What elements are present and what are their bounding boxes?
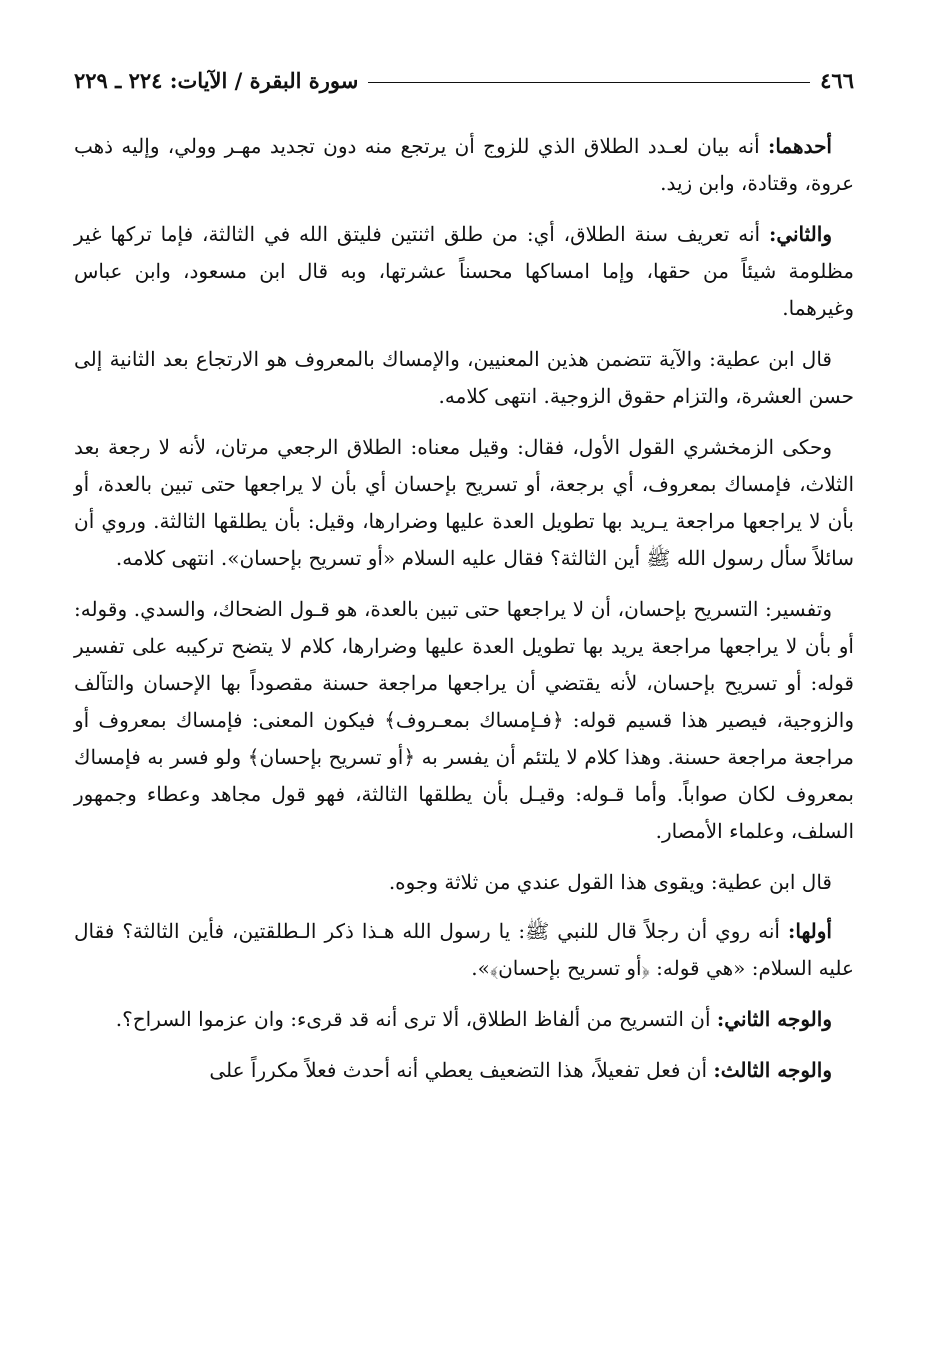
paragraph-text: قال ابن عطية: والآية تتضمن هذين المعنيين، والإمساك بالمعروف هو الارتجاع بعد الثانية إلى حسن العشرة، والتزام حقوق الزوجية. انتهى كلامه. <box>74 347 854 408</box>
paragraph-text: وحكى الزمخشري القول الأول، فقال: وقيل معناه: الطلاق الرجعي مرتان، لأنه لا رجعة بعد الثلاث، فإمساك بمعروف، أي برجعة، أو تسريح بإحسان أي بأن لا يراجعها حتى تبين بالعدة، أو بأن لا يراجعها مراجعة يـريد بها تطويل العدة عليها وضرارها، وقيل: بأن يطلقها الثالثة. وروي أن سائلاً سأل رسول الله ﷺ أين الثالثة؟ فقال عليه السلام «أو تسريح بإحسان». انتهى كلامه. <box>74 435 854 570</box>
page-body <box>74 128 854 1089</box>
paragraph <box>74 128 854 202</box>
book-page <box>74 62 854 1103</box>
paragraph-lead: والثاني: <box>768 222 832 246</box>
page-number: ٤٦٦ <box>820 67 854 93</box>
paragraph-lead: والوجه الثالث: <box>713 1058 832 1082</box>
paragraph-text: وتفسير: التسريح بإحسان، أن لا يراجعها حتى تبين بالعدة، هو قـول الضحاك، والسدي. وقوله: أو بأن لا يراجعها مراجعة يريد بها تطويل العدة عليها وضرارها، كلام لا يتضح تركيبه على تفسير قوله: أو تسريح بإحسان، لأنه يقتضي أن يراجعها مراجعة حسنة مقصوداً بها الإحسان والتآلف والزوجية، فيصير هذا قسيم قوله: ﴿فـإمساك بمعـروف﴾ فيكون المعنى: فإمساك بمعروف أو مراجعة مراجعة حسنة. وهذا كلام لا يلتئم أن يفسر به ﴿أو تسريح بإحسان﴾ ولو فسر به فإمساك بمعروف لكان صواباً. وأما قـوله: وقيـل بأن يطلقها الثالثة، فهو قول مجاهد وعطاء وجمهور السلف، وعلماء الأمصار. <box>74 597 854 843</box>
paragraph <box>74 429 854 577</box>
paragraph-lead: والوجه الثاني: <box>716 1007 832 1031</box>
paragraph-text: أنه روي أن رجلاً قال للنبي ﷺ: يا رسول الله هـذا ذكر الـطلقتين، فأين الثالثة؟ فقال عليه السلام: «هي قوله: ﴿أو تسريح بإحسان﴾». <box>74 919 854 980</box>
paragraph-lead: أولها: <box>787 919 832 943</box>
paragraph-text: أنه بيان لعـدد الطلاق الذي للزوج أن يرتجع منه دون تجديد مهـر وولي، وإليه ذهب عروة، وقتادة، وابن زيد. <box>74 134 854 195</box>
paragraph <box>74 1052 854 1089</box>
paragraph <box>74 913 854 987</box>
paragraph-text: أنه تعريف سنة الطلاق، أي: من طلق اثنتين فليتق الله في الثالثة، فإما تركها غير مظلومة شيئاً من حقها، وإما امساكها محسناً عشرتها، وبه قال ابن مسعود، وابن عباس وغيرهما. <box>74 222 854 320</box>
page-title: سورة البقرة / الآيات: ٢٢٤ ـ ٢٢٩ <box>74 67 359 93</box>
paragraph-text: قال ابن عطية: ويقوى هذا القول عندي من ثلاثة وجوه. <box>388 870 832 894</box>
paragraph-text: أن فعل تفعيلاً، هذا التضعيف يعطي أنه أحدث فعلاً مكرراً على <box>209 1058 714 1082</box>
paragraph <box>74 864 854 901</box>
paragraph <box>74 1001 854 1038</box>
paragraph-lead: أحدهما: <box>767 134 832 158</box>
paragraph <box>74 216 854 327</box>
paragraph <box>74 341 854 415</box>
header-rule <box>368 82 810 83</box>
running-header <box>74 62 854 98</box>
paragraph-text: أن التسريح من ألفاظ الطلاق، ألا ترى أنه قد قرىء: وان عزموا السراح؟. <box>115 1007 717 1031</box>
paragraph <box>74 591 854 850</box>
